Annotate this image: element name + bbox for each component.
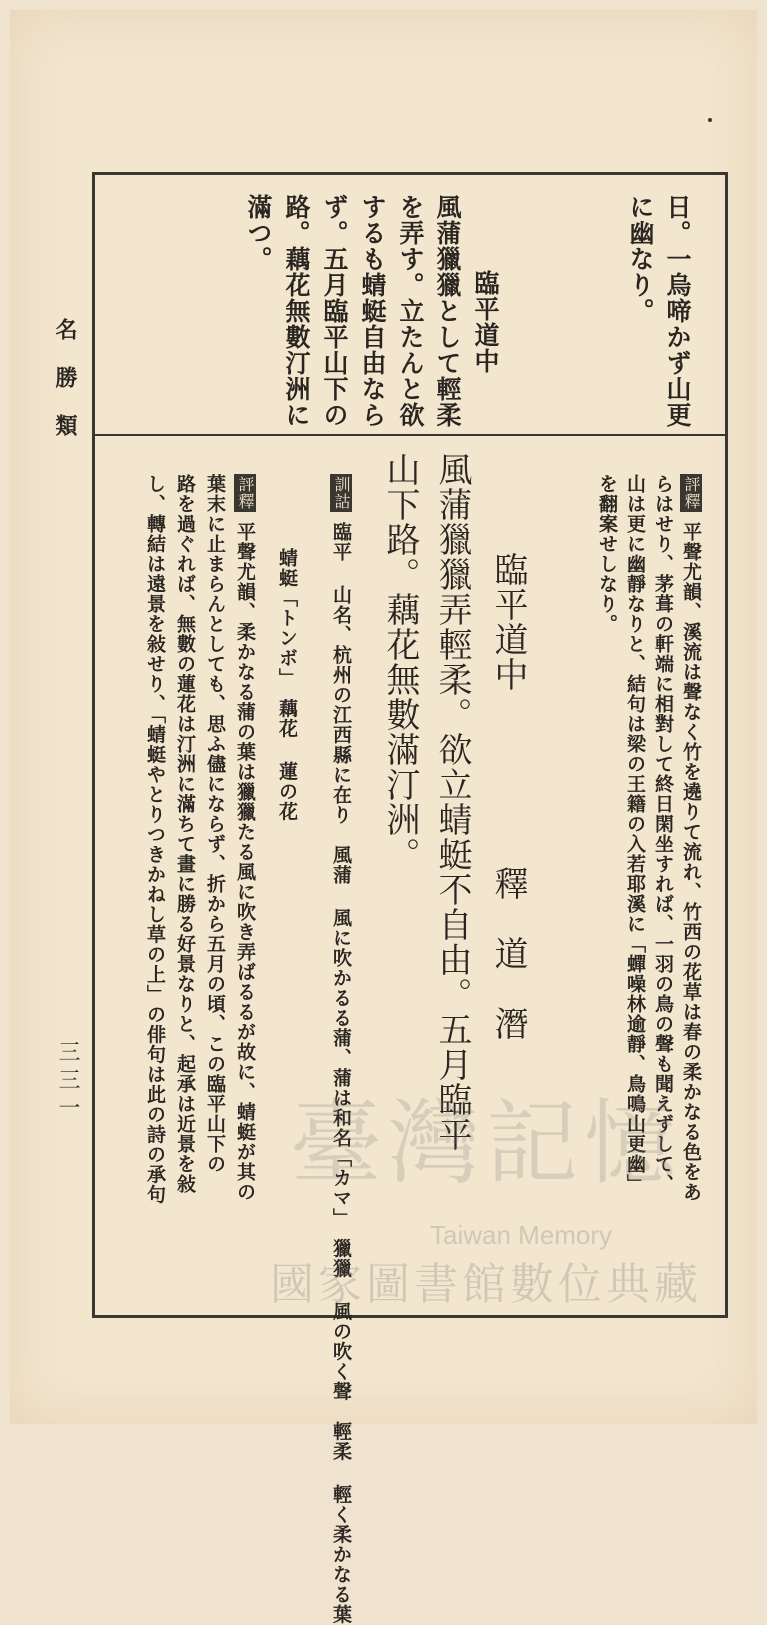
poem-line-2: 山下路。藕花無數滿汀洲。: [380, 452, 420, 872]
watermark-chinese: 國家圖書館數位典藏: [270, 1260, 702, 1309]
comment-top-badge-label: 評釋: [682, 476, 701, 510]
upper-col-1: 日。一烏啼かず山更: [663, 194, 692, 428]
notes-col-1: 臨平 山名、杭州の江西縣に在り 風蒲 風に吹かるる蒲、蒲は和名「カマ」 獵獵 風の吹く聲 輕柔 輕く柔かなる葉: [330, 522, 352, 1625]
comment-top-col-3: 山は更に幽靜なりと、結句は梁の王籍の入若耶溪に「蟬噪林逾靜、鳥鳴山更幽」: [624, 474, 646, 1194]
page-number: 三三一: [55, 1040, 80, 1124]
upper-col-9: 滿つ。: [244, 194, 273, 272]
poem-title: 臨平道中: [488, 552, 528, 692]
ink-dot: [708, 118, 712, 122]
poem-line-1: 風蒲獵獵弄輕柔。欲立蜻蜓不自由。五月臨平: [432, 452, 472, 1152]
upper-col-5: を弄す。立たんと欲: [396, 194, 425, 428]
section-label: 名勝類: [52, 318, 78, 462]
comment-top-col-2: らはせり、茅葺の軒端に相對して終日閑坐すれば、一羽の鳥の聲も聞えずして、: [652, 474, 674, 1194]
comment-badge: [234, 474, 256, 518]
comment-col-3: 路を過ぐれば、無數の蓮花は汀洲に滿ちて畫に勝る好景なりと、起承は近景を敍: [174, 474, 196, 1194]
upper-col-8: 路。藕花無數汀洲に: [282, 194, 311, 428]
comment-top-col-4: を翻案せしなり。: [596, 474, 618, 634]
comment-col-1: 平聲尤韻、柔かなる蒲の葉は獵獵たる風に吹き弄ばるるが故に、蜻蜓が其の: [234, 522, 256, 1202]
watermark-english: Taiwan Memory: [430, 1220, 613, 1250]
notes-col-2: 蜻蜓「トンボ」 藕花 蓮の花: [276, 548, 298, 822]
notes-badge: [330, 474, 352, 518]
comment-top-col-1: 平聲尤韻、溪流は聲なく竹を遶りて流れ、竹西の花草は春の柔かなる色をあ: [680, 522, 702, 1202]
comment-badge-label: 評釋: [236, 476, 255, 510]
comment-top-badge: [680, 474, 702, 518]
frame-divider: [92, 434, 728, 436]
upper-col-2: に幽なり。: [626, 194, 655, 324]
upper-col-3: 臨平道中: [471, 270, 500, 374]
comment-col-2: 葉末に止まらんとしても、思ふ儘にならず、折から五月の頃、この臨平山下の: [204, 474, 226, 1174]
upper-col-7: ず。五月臨平山下の: [320, 194, 349, 428]
poem-author: 釋 道 潛: [488, 866, 528, 1041]
upper-col-4: 風蒲獵獵として輕柔: [433, 194, 462, 428]
comment-col-4: し、轉結は遠景を敍せり、「蜻蜓やとりつきかねし草の上」の俳句は此の詩の承句: [144, 474, 166, 1205]
upper-col-6: するも蜻蜓自由なら: [358, 194, 387, 428]
notes-badge-label: 訓詁: [332, 476, 351, 510]
watermark-script: 臺灣記憶: [290, 1090, 683, 1197]
